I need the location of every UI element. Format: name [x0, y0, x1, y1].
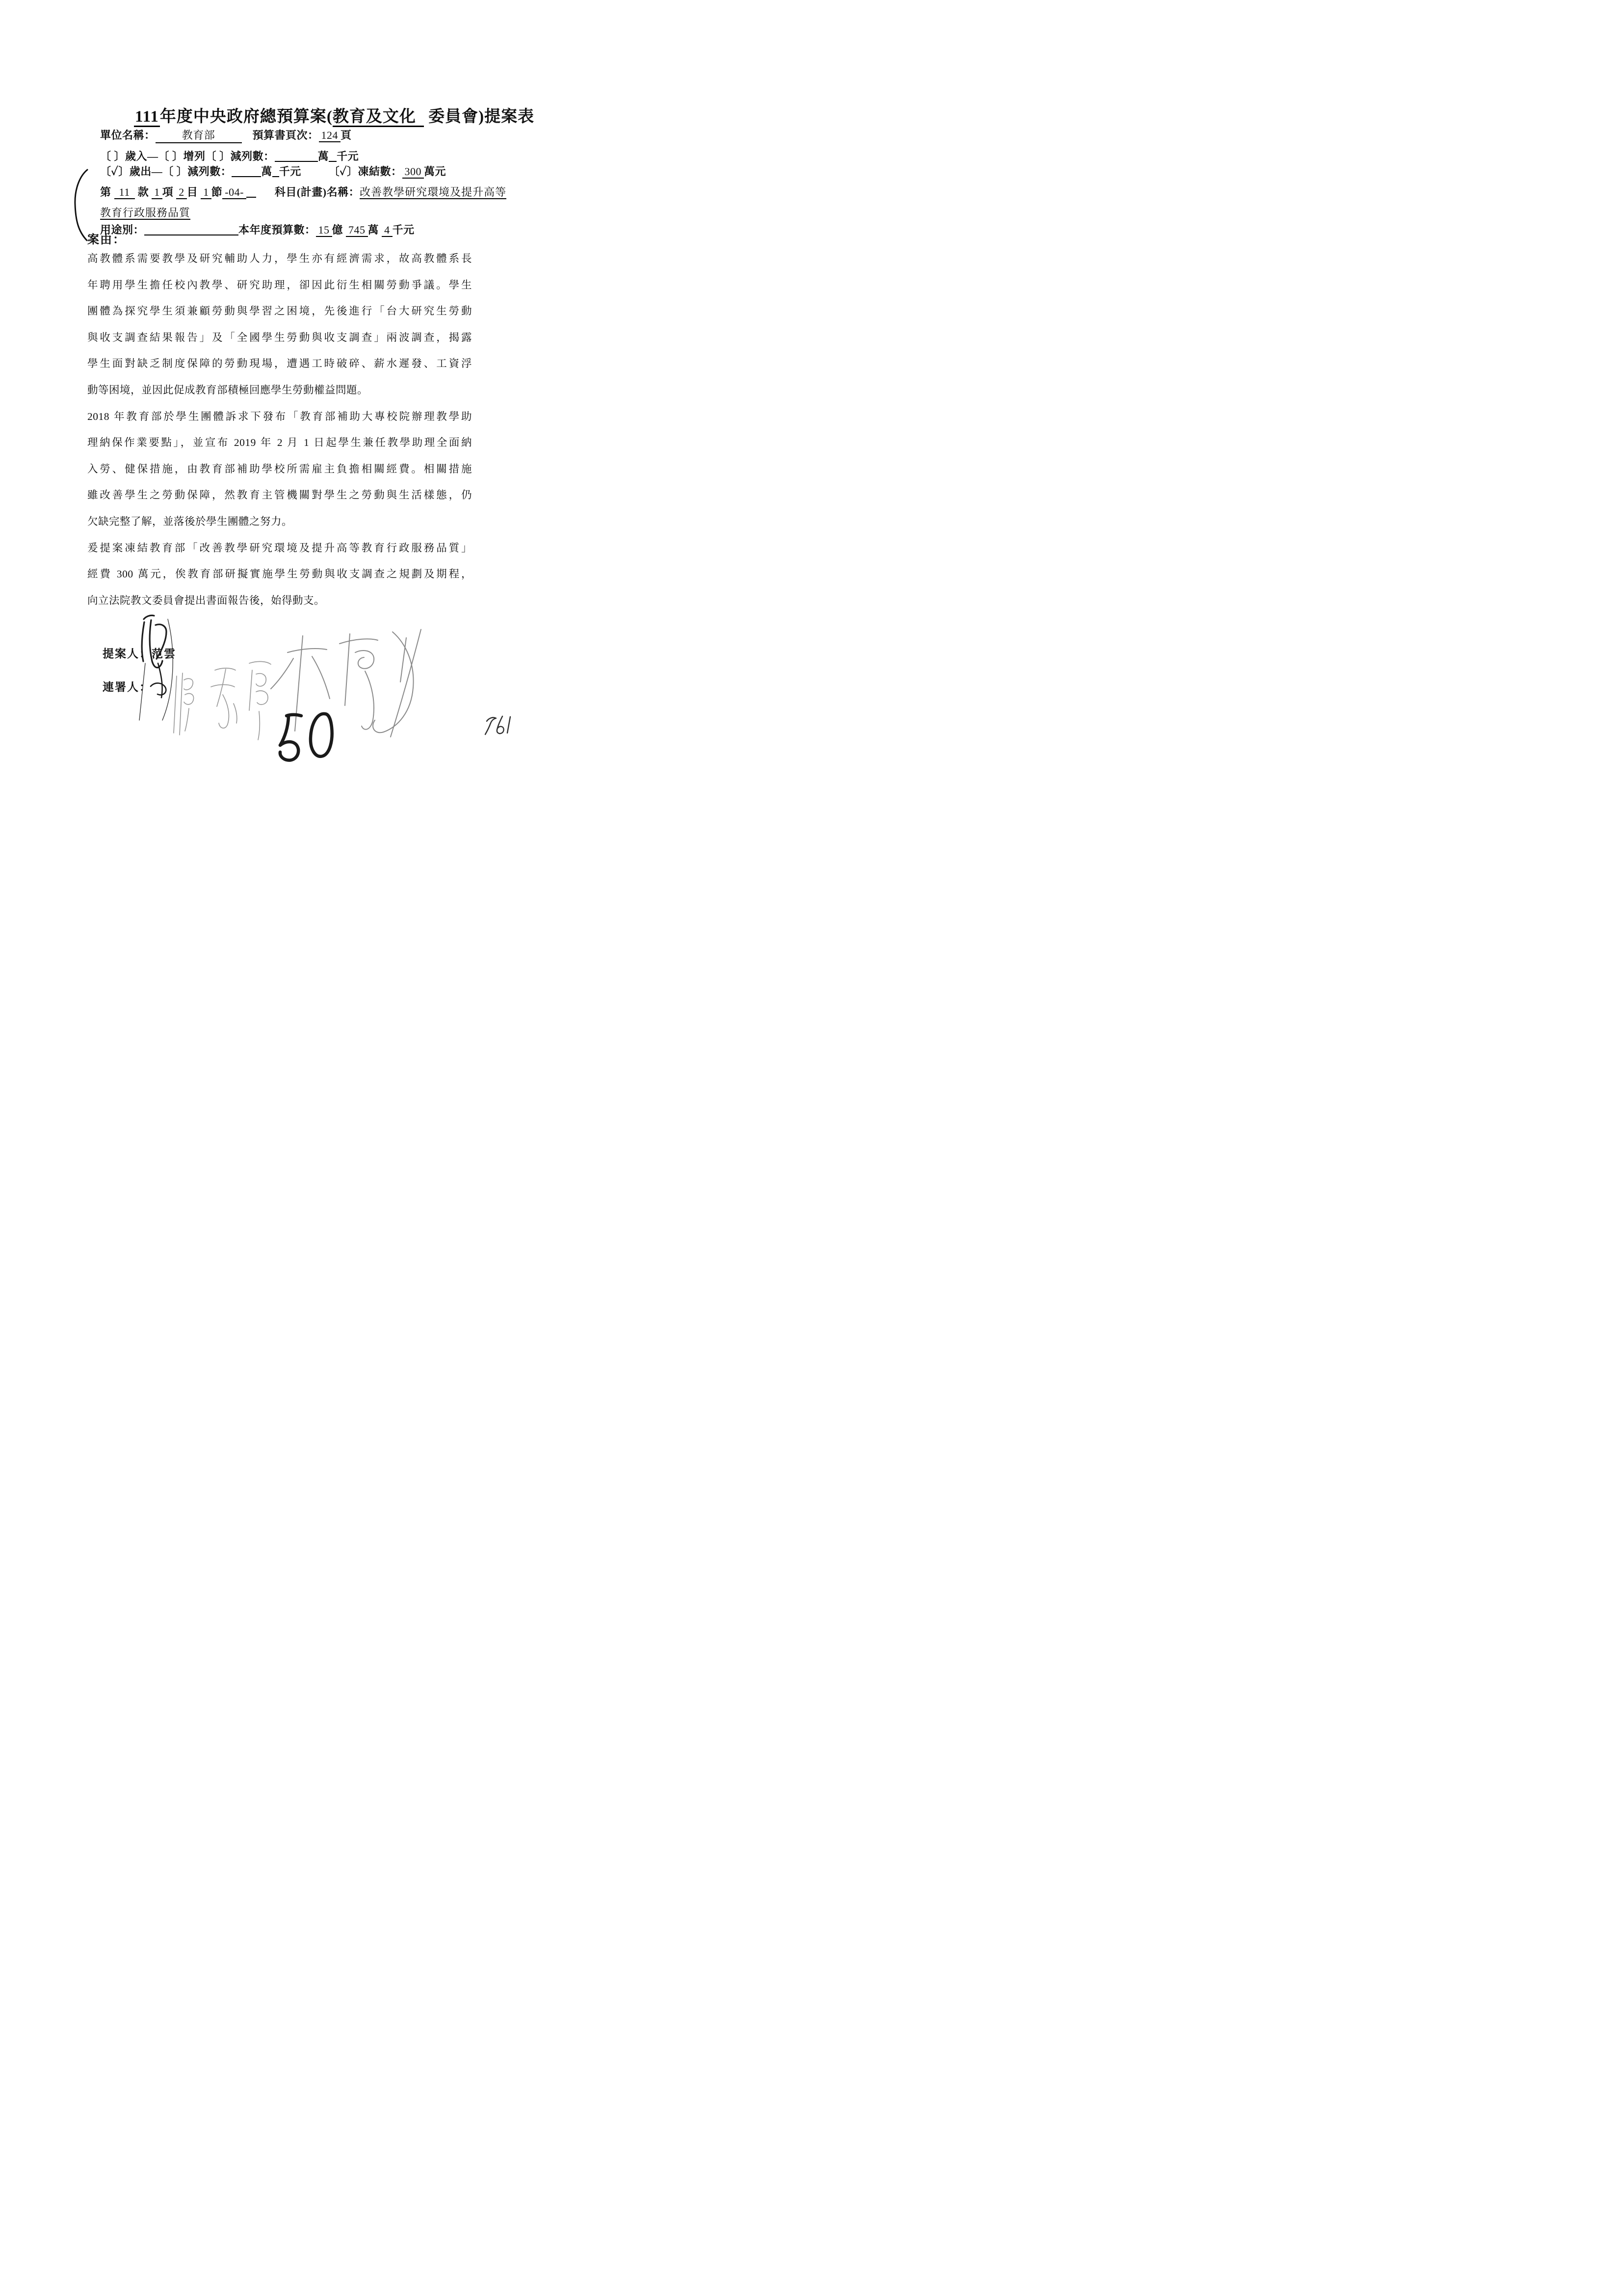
budget-wan-value: 745 [346, 224, 368, 237]
title-committee-underlined: 教育及文化 [333, 108, 424, 127]
budget-page-value: 124 [319, 129, 341, 142]
item-mu-label: 目 [186, 186, 201, 198]
handwritten-corner-number-361 [485, 716, 510, 734]
item-kuan-label: 款 [134, 186, 152, 198]
item-code-blank [246, 185, 256, 198]
scanned-proposal-form [0, 0, 541, 765]
usage-label: 用途別： [100, 224, 145, 236]
revenue-wan-unit: 萬 [317, 150, 329, 162]
case-body-line: 經費 300 萬元，俟教育部研擬實施學生勞動與收支調查之規劃及期程， [87, 568, 472, 580]
subject-name-label: 科目(計畫)名稱： [274, 186, 360, 198]
unit-name-label: 單位名稱： [100, 129, 156, 141]
item-kuan-value: 11 [114, 186, 135, 199]
freeze-unit: 萬元 [424, 165, 446, 178]
budget-page-unit: 頁 [341, 129, 352, 141]
item-di-label: 第 [100, 186, 114, 198]
freeze-checkbox-checked: 〔✓〕 [328, 165, 358, 178]
brace-mark [75, 170, 87, 240]
revenue-decrease-checkbox: 〔 〕 [205, 150, 231, 162]
title-text-2: 委員會)提案表 [423, 108, 535, 126]
handwritten-page-number-50 [280, 714, 332, 760]
budget-qian-value: 4 [382, 224, 393, 237]
increase-checkbox: 〔 〕 [158, 150, 183, 162]
expenditure-decrease-checkbox: 〔 〕 [162, 165, 188, 178]
expenditure-label: 歲出— [129, 165, 163, 178]
case-body-line: 團體為探究學生須兼顧勞動與學習之困境，先後進行「台大研究生勞動 [87, 305, 472, 317]
item-mu-value: 2 [176, 186, 187, 199]
case-heading: 案由： [87, 234, 126, 246]
item-jie-value: 1 [201, 186, 211, 199]
unit-name-value: 教育部 [156, 127, 242, 143]
case-body-line: 入勞、健保措施，由教育部補助學校所需雇主負擔相關經費。相關措施 [87, 463, 472, 475]
expenditure-checkbox-checked: 〔✓〕 [100, 165, 130, 178]
case-body-line: 欠缺完整了解，並落後於學生團體之努力。 [87, 515, 293, 527]
item-code-value: -04- [222, 186, 246, 199]
case-body-line: 爰提案凍結教育部「改善教學研究環境及提升高等教育行政服務品質」 [87, 542, 472, 554]
case-body-line: 年聘用學生擔任校內教學、研究助理，卻因此衍生相關勞動爭議。學生 [87, 279, 472, 291]
title-year-underlined: 111 [134, 108, 160, 127]
budget-yi-value: 15 [316, 224, 332, 237]
revenue-checkbox: 〔 〕 [100, 150, 126, 162]
revenue-label: 歲入— [125, 150, 158, 162]
case-body-line: 高教體系需要教學及研究輔助人力，學生亦有經濟需求，故高教體系長 [87, 253, 472, 264]
case-body-line: 學生面對缺乏制度保障的勞動現場，遭遇工時破碎、薪水遲發、工資浮 [87, 358, 472, 370]
usage-blank [144, 223, 238, 235]
budget-page-label: 預算書頁次： [252, 129, 319, 141]
expenditure-qian-unit: 千元 [279, 165, 301, 178]
cosigner-signature-lin-yi-jin [271, 629, 421, 737]
title-text-1: 年度中央政府總預算案( [159, 108, 333, 126]
proposer-name: 范雲 [152, 648, 176, 660]
increase-label: 增列 [183, 150, 206, 162]
case-body-line: 2018 年教育部於學生團體訴求下發布「教育部補助大專校院辦理教學助 [87, 410, 472, 422]
budget-wan-unit: 萬 [367, 224, 382, 236]
budget-qian-unit: 千元 [392, 224, 415, 236]
freeze-label: 凍結數： [358, 165, 402, 178]
item-jie-label: 節 [211, 186, 223, 198]
item-xiang-value: 1 [152, 186, 162, 199]
revenue-qian-unit: 千元 [337, 150, 359, 162]
expenditure-wan-unit: 萬 [261, 165, 272, 178]
cosigner-signature-chen-xiu-bao [174, 661, 271, 740]
freeze-value: 300 [402, 165, 424, 179]
expenditure-decrease-label: 減列數： [187, 165, 232, 178]
budget-amount-label: 本年度預算數： [238, 224, 316, 236]
case-body-line: 向立法院教文委員會提出書面報告後，始得動支。 [87, 594, 325, 606]
budget-yi-unit: 億 [332, 224, 346, 236]
cosigner-row [87, 665, 152, 707]
case-body [87, 246, 472, 614]
case-body-line: 與收支調查結果報告」及「全國學生勞動與收支調查」兩波調查，揭露 [87, 331, 472, 343]
usage-row [88, 209, 415, 250]
subject-name-line1: 改善教學研究環境及提升高等 [360, 186, 507, 198]
cosigner-label: 連署人： [103, 681, 152, 693]
subject-name-line2: 教育行政服務品質 [100, 207, 191, 219]
case-body-line: 理納保作業要點」，並宣布 2019 年 2 月 1 日起學生兼任教學助理全面納 [87, 437, 472, 449]
item-xiang-label: 項 [162, 186, 177, 198]
case-body-line: 動等困境，並因此促成教育部積極回應學生勞動權益問題。 [87, 384, 368, 396]
revenue-decrease-label: 減列數： [230, 150, 275, 162]
proposer-label: 提案人： [103, 648, 152, 660]
case-body-line: 雖改善學生之勞動保障，然教育主管機關對學生之勞動與生活樣態，仍 [87, 489, 472, 501]
